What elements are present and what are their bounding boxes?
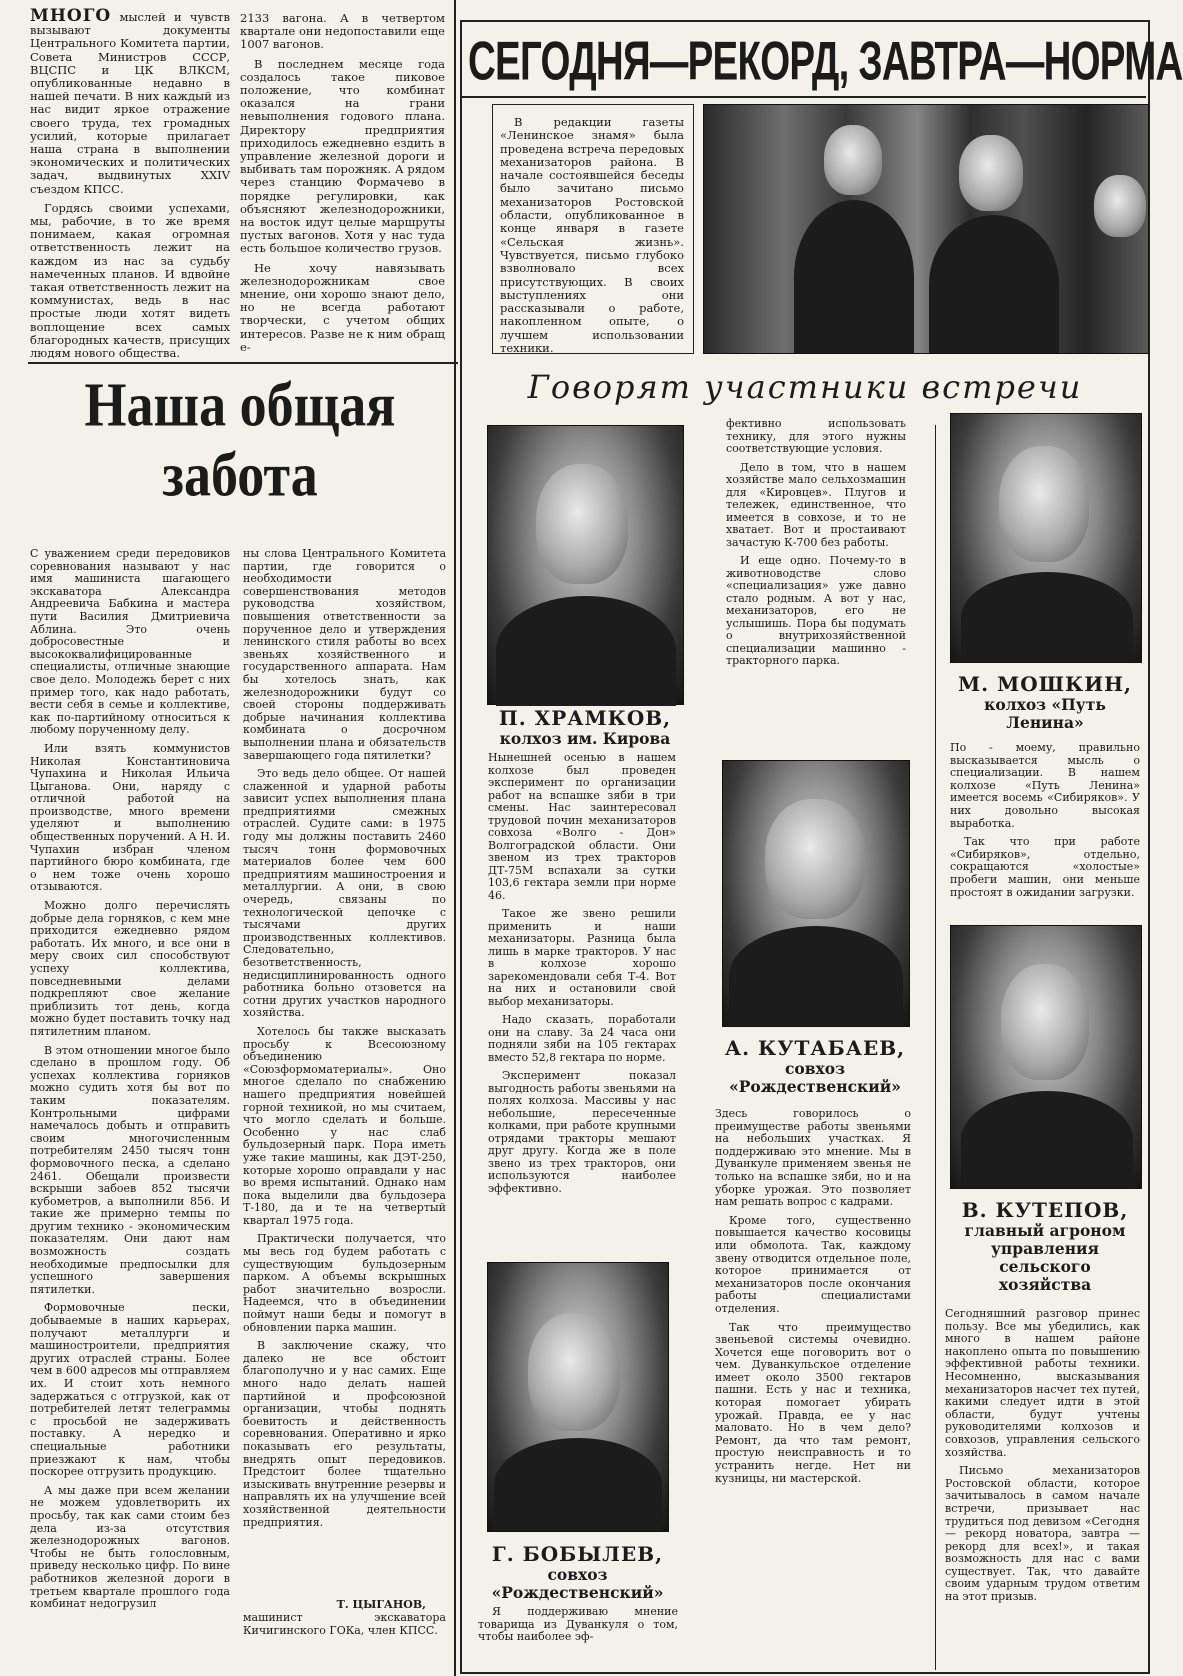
person-name: В. КУТЕПОВ, (961, 1198, 1129, 1222)
paragraph: Или взять коммунистов Николая Константиновича Чупахина и Николая Ильича Цыганова. Они, наряду с отличной работой на производстве, много времени уделяют и выполнению общественных поручений. А Н. И. Чупахин избран членом партийного бюро комбината, где о нем тоже очень хорошо отзываются. (30, 741, 230, 894)
paragraph: По - моему, правильно высказывается мысль о специализации. В нашем колхозе «Путь Ленина» имеется восемь «Сибиряков». У них довольно высокая выработка. (950, 741, 1140, 830)
person-affiliation: колхоз им. Кирова (499, 729, 671, 748)
feature-headline: СЕГОДНЯ—РЕКОРД, ЗАВТРА—НОРМА (468, 31, 1183, 93)
person-affiliation: колхоз «Путь Ленина» (984, 695, 1106, 732)
paragraph: Так что при работе «Сибиряков», отдельно, сокращаются «холостые» пробеги машин, они меньше простоят в ожидании загрузки. (950, 835, 1140, 899)
dropcap: МНОГО (30, 6, 112, 26)
paragraph: Практически получается, что мы весь год будем работать с существующим бульдозерным парком. А объемы вскрышных работ значительно возросли. Надеемся, что в объединении поймут наши беды и помогут в обновлении парка машин. (243, 1232, 446, 1334)
intro-paragraph: Не хочу навязывать железнодорожникам свое мнение, они хорошо знают дело, но не всегда работают творчески, с учетом общих интересов. Разве не к ним обращ е- (240, 260, 445, 354)
column-rule (935, 425, 936, 1670)
middle-text-top (726, 418, 906, 753)
paragraph: И еще одно. Почему-то в животноводстве слово «специализация» уже давно стало родным. А вот у нас, механизаторов, его не услышишь. Пора бы подумать о внутрихозяйственной специализации машинно - тракторного парка. (726, 554, 906, 667)
person-name: П. ХРАМКОВ, (498, 706, 672, 730)
portrait-bobylev (487, 1262, 669, 1532)
person-name: А. КУТАБАЕВ, (724, 1036, 906, 1060)
person-affiliation: совхоз «Рождественский» (729, 1059, 901, 1096)
headline-line: Наша общая (84, 370, 396, 440)
paragraph: В этом отношении многое было сделано в прошлом году. Об успехах коллектива горняков можно судить хотя бы вот по таким показателям. Контрольными цифрами намечалось добыть и отправить своим многочисленным потребителям 2450 тысяч тонн формовочного песка, а сделано 2461. Обещали произвести вскрыши забоев 852 тысячи кубометров, а выполнили 856. И такие же примерно темпы по другим технико - экономическим показателям. Они дают нам возможность создать необходимые предпосылки для успешного завершения пятилетки. (30, 1043, 230, 1296)
portrait-khramkov (487, 425, 684, 705)
headline-underline (462, 96, 1146, 98)
left-top-divider (28, 362, 458, 364)
person-name: М. МОШКИН, (958, 672, 1132, 696)
signature (243, 1598, 446, 1637)
intro-paragraph: Гордясь своими успехами, мы, рабочие, в то же время понимаем, какая огромная ответственность лежит на каждом из нас за судьбу намеченных планов. И вдвойне такая ответственность лежит на коммунистах, ведь в нас простые люди хотят видеть воплощение всех самых благородных качеств, присущих людям нового общества. (30, 200, 230, 361)
intro-column-1 (30, 6, 230, 361)
headline-line: забота (162, 440, 318, 510)
portrait-kutepov (950, 925, 1142, 1189)
section-subhead: Говорят участники встречи (527, 368, 1083, 406)
paragraph: Дело в том, что в нашем хозяйстве мало сельхозмашин для «Кировцев». Плугов и тележек, единственное, что имеется в совхозе, и то не хватает. Вот и простаивают зачастую К-700 без работы. (726, 460, 906, 549)
kutabaev-text (715, 1108, 911, 1673)
intro-column-2 (240, 12, 445, 357)
intro-paragraph: В последнем месяце года создалось такое пиковое положение, что комбинат оказался на грани невыполнения годового плана. Директору предприятия приходилось ежедневно ездить в управление железной дороги и выбивать там порожняк. А рядом через станцию Формачево в порядке регулировки, как объясняют железнодорожники, на восток идут целые маршруты пустых вагонов. Хотя у нас туда есть большое количество грузов. (240, 56, 445, 256)
paragraph: Можно долго перечислять добрые дела горняков, с кем мне приходится ежедневно рядом работать. Их много, и все они в меру своих сил способствуют успеху коллектива, повседневными делами подкрепляют свое желание приблизить тот день, когда можно будет поставить точку над пятилетним планом. (30, 899, 230, 1038)
article-headline (30, 370, 450, 520)
paragraph: Это ведь дело общее. От нашей слаженной и ударной работы зависит успех выполнения плана предприятиями смежных отраслей. Судите сами: в 1975 году мы должны поставить 2460 тысяч тонн формовочных материалов более чем 600 предприятиям машиностроения и металлургии. А они, в свою очередь, связаны по технологической цепочке с тысячами других производственных коллективов. Следовательно, безответственность, недисциплинированность одного работника больно отзовется на сотни других участков народного хозяйства. (243, 767, 446, 1020)
lead-text: В редакции газеты «Ленинское знамя» была проведена встреча передовых механизаторов района. В начале состоявшейся беседы было зачитано письмо механизаторов Ростовской области, опубликованное в конце января в газете «Сельская жизнь». Чувствуется, письмо глубоко взволновало всех присутствующих. В своих выступлениях они рассказывали о работе, накопленном опыте, о лучшем использовании техники. (500, 115, 684, 356)
paragraph: Такое же звено решили применить и наши механизаторы. Разница была лишь в марке тракторов. У нас в колхозе хорошо зарекомендовали себя Т-4. Вот на них и остановили свой выбор механизаторы. (488, 907, 676, 1008)
body-column-1 (30, 548, 230, 1673)
paragraph: Эксперимент показал выгодность работы звеньями на полях колхоза. Массивы у нас небольшие, пересеченные колками, при работе крупными отрядами тракторы мешают друг другу. Когда же в поле звено из трех тракторов, они используются наиболее эффективно. (488, 1069, 676, 1195)
paragraph: В заключение скажу, что далеко не все обстоит благополучно и у нас самих. Еще много надо делать нашей партийной и профсоюзной организации, чтобы поднять боевитость и действенность соревнования. Оперативно и ярко показывать его результаты, внедрять опыт передовиков. Предстоит более тщательно изыскивать внутренние резервы и направлять их на улучшение всей хозяйственной деятельности предприятия. (243, 1339, 446, 1529)
paragraph: Сегодняшний разговор принес пользу. Все мы убедились, как много в нашем районе накоплено опыта по повышению эффективной работы техники. Несомненно, высказывания механизаторов насчет тех путей, какими следует идти в этой области, будут учтены руководителями колхозов и совхозов, управления сельского хозяйства. (945, 1307, 1140, 1459)
paragraph: Нынешней осенью в нашем колхозе был проведен эксперимент по организации работ на вспашке зяби в три смены. Нас заинтересовал трудовой почин механизаторов совхоза «Волго - Дон» Волгоградской области. Они звеном из трех тракторов ДТ-75М вспахали за сутки 103,6 гектара земли при норме 46. (488, 751, 676, 902)
person-name: Г. БОБЫЛЕВ, (491, 1542, 664, 1566)
kutepov-text (945, 1308, 1140, 1673)
paragraph: ны слова Центрального Комитета партии, где говорится о необходимости совершенствования методов руководства хозяйством, повышения ответственности за порученное дело и утверждения ленинского стиля работы во всех звеньях хозяйственного и государственного аппарата. Нам бы хотелось знать, как железнодорожники будут со своей стороны поддерживать добрые начинания коллектива комбината о досрочном выполнении плана и обязательств завершающего года пятилетки? (243, 547, 446, 762)
paragraph: С уважением среди передовиков соревнования называют у нас имя машиниста шагающего экскаватора Александра Андреевича Бабкина и мастера пути Василия Дмитриевича Аблина. Это очень добросовестные и высококвалифицированные специалисты, отличные знающие свое дело. Молодежь берет с них пример того, как надо работать, вести себя в семье и коллективе, как по-партийному относиться к любому порученному делу. (30, 547, 230, 737)
paragraph: Письмо механизаторов Ростовской области, которое зачитывалось в самом начале встречи, призывает нас трудиться под девизом «Сегодня — рекорд новатора, завтра — рекорд для всех!», и такая возможность для нас с вами существует. Так, что давайте своим ударным трудом ответим на этот призыв. (945, 1464, 1140, 1604)
paragraph: Так что преимущество звеньевой системы очевидно. Хочется еще поговорить вот о чем. Дуванкульское отделение имеет около 3500 гектаров пашни. Есть у нас и техника, которая помогает убирать урожай. Правда, ее у нас маловато. Но в чем дело? Ремонт, да что там ремонт, простую неисправность и то устранить негде. Нет ни кузницы, ни мастерской. (715, 1320, 911, 1485)
page-divider (454, 0, 456, 1676)
meeting-photo (703, 104, 1149, 354)
paragraph: Формовочные пески, добываемые в наших карьерах, получают металлурги и машиностроители, предприятия других отраслей страны. Более чем в 600 адресов мы отправляем их. И стоит хоть немного задержаться с отгрузкой, как от потребителей летят телеграммы с просьбой не задерживать поставку. А нередко и специальные работники приезжают к нам, чтобы поскорее отгрузить продукцию. (30, 1301, 230, 1479)
signature-name: Т. ЦЫГАНОВ, (336, 1598, 426, 1611)
intro-paragraph: мыслей и чувств вызывают документы Центрального Комитета партии, Совета Министров СССР, ВЦСПС и ЦК ВЛКСМ, опубликованные недавно в нашей печати. В них каждый из нас видит яркое отражение своего труда, тех громадных усилий, которые прилагает наша страна в выполнении экономических и политических задач, выдвинутых XXIV съездом КПСС. (30, 10, 230, 196)
bobylev-text: Я поддерживаю мнение товарища из Дуванкуля о том, чтобы наиболее эф- (478, 1605, 678, 1643)
khramkov-text (488, 752, 676, 1242)
body-column-2 (243, 548, 446, 1598)
paragraph: Здесь говорилось о преимуществе работы звеньями на небольших участках. Я поддерживаю это мнение. Мы в Дуванкуле применяем звенья не только на вспашке зяби, но и на уборке урожая. Это позволяет нам решать вопрос с кадрами. (715, 1107, 911, 1209)
portrait-kutabaev (722, 760, 910, 1027)
paragraph: Надо сказать, поработали они на славу. За 24 часа они подняли зяби на 105 гектарах вместо 52,8 гектара по норме. (488, 1013, 676, 1064)
signature-role: машинист экскаватора Кичигинского ГОКа, член КПСС. (243, 1611, 446, 1637)
paragraph: А мы даже при всем желании не можем удовлетворить их просьбу, так как сами стоим без дела из-за отсутствия железнодорожных вагонов. Чтобы не быть голословным, приведу несколько цифр. По вине работников железной дороги в третьем квартале прошлого года комбинат недогрузил (30, 1483, 230, 1611)
person-affiliation: главный агроном управления сельского хозяйства (964, 1221, 1126, 1294)
person-affiliation: совхоз «Рождественский» (491, 1565, 664, 1602)
moshkin-text (950, 742, 1140, 917)
intro-paragraph: 2133 вагона. А в четвертом квартале они недопоставили еще 1007 вагонов. (240, 11, 445, 52)
paragraph: Хотелось бы также высказать просьбу к Всесоюзному объединению «Союзформоматериалы». Оно многое сделало по снабжению нашего предприятия новейшей горной техникой, но мы считаем, что могло сделать и больше. Особенно у нас слаб бульдозерный парк. Пора иметь уже такие машины, как ДЭТ-250, которые хорошо оправдали у нас во время испытаний. Однако нам пока выделили два бульдозера Т-180, да и те на четвертый квартал 1975 года. (243, 1024, 446, 1227)
portrait-moshkin (950, 413, 1142, 663)
paragraph: фективно использовать технику, для этого нужны соответствующие условия. (726, 417, 906, 455)
paragraph: Кроме того, существенно повышается качество косовицы или обмолота. Так, каждому звену отводится отдельное поле, которое принимается от механизаторов после окончания работы специалистами отделения. (715, 1213, 911, 1315)
